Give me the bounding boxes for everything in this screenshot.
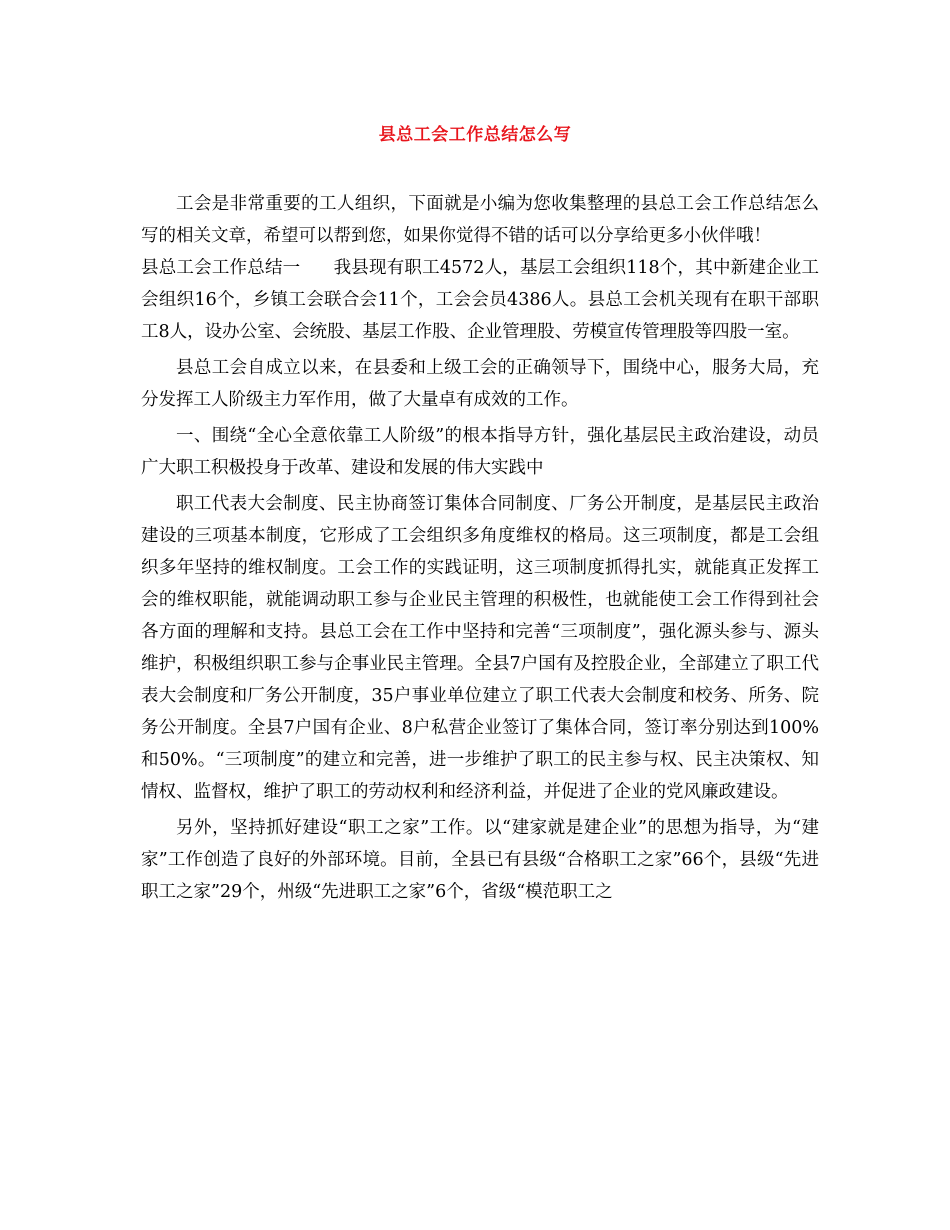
intro-paragraph: 工会是非常重要的工人组织，下面就是小编为您收集整理的县总工会工作总结怎么写的相关文章，希望可以帮到您，如果你觉得不错的话可以分享给更多小伙伴哦！ bbox=[141, 194, 819, 246]
section-first-paragraph-row bbox=[141, 252, 819, 348]
section-heading: 县总工会工作总结一 bbox=[141, 258, 301, 278]
section-first-paragraph: 我县现有职工4572人，基层工会组织118个，其中新建企业工会组织16个，乡镇工会联合会11个，工会会员4386人。县总工会机关现有在职干部职工8人，设办公室、会统股、基层工作股、企业管理股、劳模宣传管理股等四股一室。 bbox=[141, 258, 820, 342]
paragraph-5: 另外，坚持抓好建设“职工之家”工作。以“建家就是建企业”的思想为指导，为“建家”工作创造了良好的外部环境。目前，全县已有县级“合格职工之家”66个，县级“先进职工之家”29个，州级“先进职工之家”6个，省级“模范职工之 bbox=[141, 818, 819, 902]
document-body bbox=[141, 188, 819, 908]
paragraph-4: 职工代表大会制度、民主协商签订集体合同制度、厂务公开制度，是基层民主政治建设的三项基本制度，它形成了工会组织多角度维权的格局。这三项制度，都是工会组织多年坚持的维权制度。工会工作的实践证明，这三项制度抓得扎实，就能真正发挥工会的维权职能，就能调动职工参与企业民主管理的积极性，也就能使工会工作得到社会各方面的理解和支持。县总工会在工作中坚持和完善“三项制度”，强化源头参与、源头维护，积极组织职工参与企事业民主管理。全县7户国有及控股企业，全部建立了职工代表大会制度和厂务公开制度，35户事业单位建立了职工代表大会制度和校务、所务、院务公开制度。全县7户国有企业、8户私营企业签订了集体合同，签订率分别达到100%和50%。“三项制度”的建立和完善，进一步维护了职工的民主参与权、民主决策权、知情权、监督权，维护了职工的劳动权利和经济利益，并促进了企业的党风廉政建设。 bbox=[141, 494, 819, 802]
document-title: 县总工会工作总结怎么写 bbox=[378, 125, 572, 145]
paragraph-2: 县总工会自成立以来，在县委和上级工会的正确领导下，围绕中心，服务大局，充分发挥工人阶级主力军作用，做了大量卓有成效的工作。 bbox=[141, 358, 819, 410]
paragraph-3: 一、围绕“全心全意依靠工人阶级”的根本指导方针，强化基层民主政治建设，动员广大职工积极投身于改革、建设和发展的伟大实践中 bbox=[141, 426, 819, 478]
